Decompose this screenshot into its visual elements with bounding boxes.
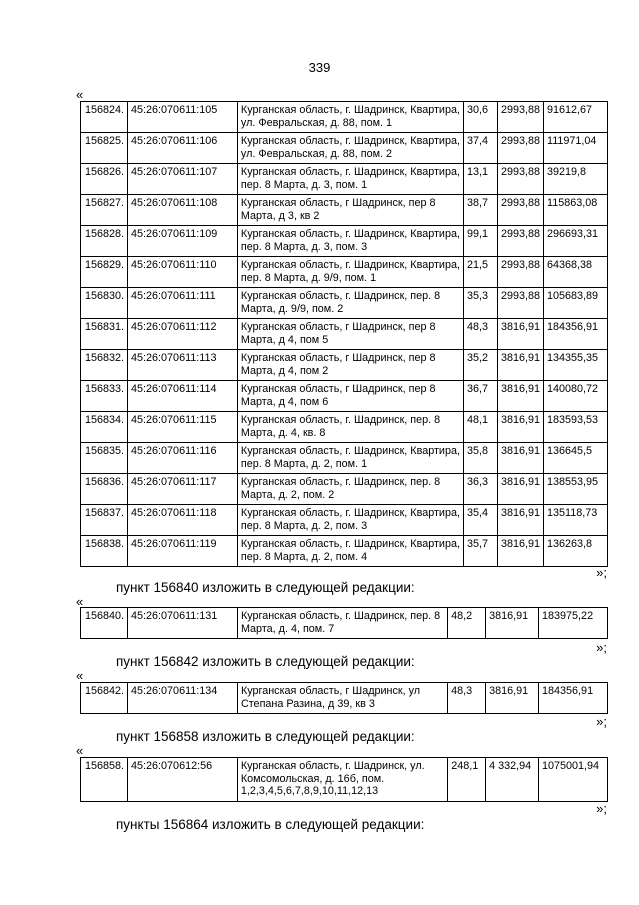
open-quote: «: [76, 594, 84, 609]
registry-table-4: [80, 757, 608, 802]
cadastral-number: 45:26:070611:114: [128, 381, 238, 412]
area: 37,4: [464, 133, 498, 164]
address: Курганская область, г. Шадринск, ул. Комсомольская, д. 16б, пом. 1,2,3,4,5,6,7,8,9,10,11,12,13: [237, 758, 447, 802]
cadastral-number: 45:26:070611:116: [128, 443, 238, 474]
registry-table-2: [80, 607, 608, 639]
cadastral-value: 105683,89: [544, 288, 608, 319]
address: Курганская область, г Шадринск, пер 8 Марта, д 4, пом 2: [237, 350, 463, 381]
close-quote: »;: [596, 801, 607, 816]
rate: 3816,91: [497, 381, 543, 412]
row-number: 156828.: [81, 226, 128, 257]
cadastral-number: 45:26:070611:117: [128, 474, 238, 505]
cadastral-value: 64368,38: [544, 257, 608, 288]
address: Курганская область, г Шадринск, пер 8 Марта, д 3, кв 2: [237, 195, 463, 226]
table-row: [81, 505, 608, 536]
cadastral-value: 1075001,94: [539, 758, 608, 802]
paragraph-156864: пункты 156864 изложить в следующей редакции:: [116, 817, 425, 832]
rate: 2993,88: [497, 195, 543, 226]
open-quote: «: [76, 668, 84, 683]
address: Курганская область, г. Шадринск, пер. 8 Марта, д. 9/9, пом. 2: [237, 288, 463, 319]
rate: 3816,91: [497, 536, 543, 567]
row-number: 156829.: [81, 257, 128, 288]
close-quote: »;: [596, 640, 607, 655]
row-number: 156858.: [81, 758, 128, 802]
cadastral-value: 136645,5: [544, 443, 608, 474]
area: 38,7: [464, 195, 498, 226]
table-row: [81, 412, 608, 443]
cadastral-value: 111971,04: [544, 133, 608, 164]
area: 48,3: [448, 683, 486, 714]
address: Курганская область, г. Шадринск, пер. 8 Марта, д. 4, кв. 8: [237, 412, 463, 443]
row-number: 156824.: [81, 102, 128, 133]
cadastral-number: 45:26:070611:118: [128, 505, 238, 536]
rate: 3816,91: [497, 443, 543, 474]
rate: 2993,88: [497, 102, 543, 133]
area: 35,4: [464, 505, 498, 536]
rate: 3816,91: [486, 683, 539, 714]
area: 36,7: [464, 381, 498, 412]
row-number: 156836.: [81, 474, 128, 505]
row-number: 156833.: [81, 381, 128, 412]
address: Курганская область, г. Шадринск, Квартира, пер. 8 Марта, д. 9/9, пом. 1: [237, 257, 463, 288]
cadastral-value: 183593,53: [544, 412, 608, 443]
address: Курганская область, г. Шадринск, Квартира, ул. Февральская, д. 88, пом. 1: [237, 102, 463, 133]
cadastral-value: 135118,73: [544, 505, 608, 536]
close-quote: »;: [596, 714, 607, 729]
area: 35,7: [464, 536, 498, 567]
table-row: [81, 443, 608, 474]
cadastral-number: 45:26:070611:110: [128, 257, 238, 288]
paragraph-156842: пункт 156842 изложить в следующей редакции:: [116, 654, 415, 669]
cadastral-number: 45:26:070611:105: [128, 102, 238, 133]
cadastral-number: 45:26:070612:56: [128, 758, 238, 802]
area: 48,3: [464, 319, 498, 350]
cadastral-number: 45:26:070611:134: [128, 683, 238, 714]
rate: 3816,91: [497, 412, 543, 443]
address: Курганская область, г. Шадринск, Квартира, пер. 8 Марта, д. 2, пом. 4: [237, 536, 463, 567]
area: 35,3: [464, 288, 498, 319]
row-number: 156842.: [81, 683, 128, 714]
cadastral-value: 134355,35: [544, 350, 608, 381]
rate: 2993,88: [497, 257, 543, 288]
row-number: 156826.: [81, 164, 128, 195]
rate: 2993,88: [497, 133, 543, 164]
area: 48,2: [448, 608, 486, 639]
row-number: 156827.: [81, 195, 128, 226]
rate: 2993,88: [497, 226, 543, 257]
paragraph-156858: пункт 156858 изложить в следующей редакции:: [116, 729, 415, 744]
cadastral-value: 136263,8: [544, 536, 608, 567]
open-quote: «: [76, 743, 84, 758]
cadastral-number: 45:26:070611:113: [128, 350, 238, 381]
address: Курганская область, г Шадринск, пер 8 Марта, д 4, пом 5: [237, 319, 463, 350]
area: 99,1: [464, 226, 498, 257]
row-number: 156830.: [81, 288, 128, 319]
table-row: [81, 758, 608, 802]
cadastral-number: 45:26:070611:108: [128, 195, 238, 226]
area: 13,1: [464, 164, 498, 195]
row-number: 156831.: [81, 319, 128, 350]
cadastral-number: 45:26:070611:131: [128, 608, 238, 639]
address: Курганская область, г. Шадринск, Квартира, пер. 8 Марта, д. 3, пом. 3: [237, 226, 463, 257]
table-row: [81, 319, 608, 350]
page-number: 339: [308, 60, 331, 75]
table-row: [81, 195, 608, 226]
close-quote: »;: [596, 565, 607, 580]
rate: 3816,91: [497, 350, 543, 381]
area: 21,5: [464, 257, 498, 288]
cadastral-number: 45:26:070611:107: [128, 164, 238, 195]
cadastral-number: 45:26:070611:111: [128, 288, 238, 319]
table-row: [81, 350, 608, 381]
cadastral-value: 296693,31: [544, 226, 608, 257]
registry-table-3: [80, 682, 608, 714]
cadastral-value: 138553,95: [544, 474, 608, 505]
row-number: 156832.: [81, 350, 128, 381]
address: Курганская область, г. Шадринск, Квартира, пер. 8 Марта, д. 2, пом. 3: [237, 505, 463, 536]
cadastral-value: 183975,22: [539, 608, 608, 639]
paragraph-156840: пункт 156840 изложить в следующей редакции:: [116, 580, 415, 595]
address: Курганская область, г Шадринск, ул Степана Разина, д 39, кв 3: [237, 683, 447, 714]
cadastral-number: 45:26:070611:115: [128, 412, 238, 443]
address: Курганская область, г. Шадринск, пер. 8 Марта, д. 2, пом. 2: [237, 474, 463, 505]
row-number: 156834.: [81, 412, 128, 443]
rate: 3816,91: [497, 319, 543, 350]
table-row: [81, 257, 608, 288]
table-row: [81, 164, 608, 195]
table-row: [81, 608, 608, 639]
address: Курганская область, г Шадринск, пер 8 Марта, д 4, пом 6: [237, 381, 463, 412]
address: Курганская область, г. Шадринск, Квартира, ул. Февральская, д. 88, пом. 2: [237, 133, 463, 164]
area: 35,2: [464, 350, 498, 381]
row-number: 156835.: [81, 443, 128, 474]
table-row: [81, 102, 608, 133]
area: 35,8: [464, 443, 498, 474]
registry-table-1: [80, 101, 608, 567]
table-row: [81, 536, 608, 567]
area: 48,1: [464, 412, 498, 443]
table-row: [81, 474, 608, 505]
table-row: [81, 381, 608, 412]
address: Курганская область, г. Шадринск, Квартира, пер. 8 Марта, д. 3, пом. 1: [237, 164, 463, 195]
cadastral-value: 184356,91: [544, 319, 608, 350]
cadastral-value: 115863,08: [544, 195, 608, 226]
rate: 2993,88: [497, 288, 543, 319]
rate: 3816,91: [497, 505, 543, 536]
rate: 2993,88: [497, 164, 543, 195]
area: 36,3: [464, 474, 498, 505]
address: Курганская область, г. Шадринск, пер. 8 Марта, д. 4, пом. 7: [237, 608, 447, 639]
cadastral-value: 184356,91: [539, 683, 608, 714]
row-number: 156840.: [81, 608, 128, 639]
open-quote: «: [76, 87, 84, 102]
table-row: [81, 683, 608, 714]
rate: 4 332,94: [486, 758, 539, 802]
row-number: 156825.: [81, 133, 128, 164]
rate: 3816,91: [486, 608, 539, 639]
cadastral-value: 91612,67: [544, 102, 608, 133]
area: 30,6: [464, 102, 498, 133]
cadastral-value: 140080,72: [544, 381, 608, 412]
address: Курганская область, г. Шадринск, Квартира, пер. 8 Марта, д. 2, пом. 1: [237, 443, 463, 474]
cadastral-number: 45:26:070611:119: [128, 536, 238, 567]
cadastral-number: 45:26:070611:106: [128, 133, 238, 164]
row-number: 156838.: [81, 536, 128, 567]
rate: 3816,91: [497, 474, 543, 505]
cadastral-value: 39219,8: [544, 164, 608, 195]
row-number: 156837.: [81, 505, 128, 536]
cadastral-number: 45:26:070611:112: [128, 319, 238, 350]
area: 248,1: [448, 758, 486, 802]
table-row: [81, 288, 608, 319]
cadastral-number: 45:26:070611:109: [128, 226, 238, 257]
table-row: [81, 133, 608, 164]
table-row: [81, 226, 608, 257]
